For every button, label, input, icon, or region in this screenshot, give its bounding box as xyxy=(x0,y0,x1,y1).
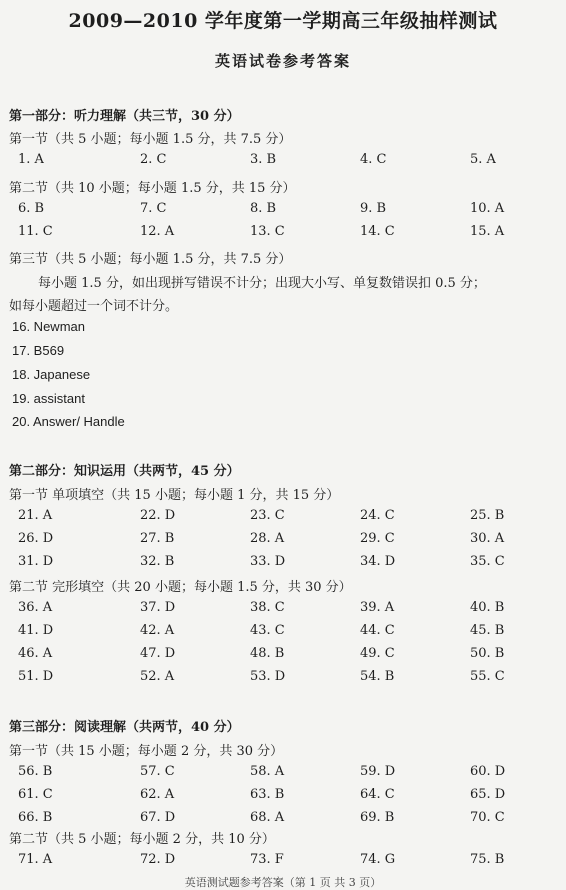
answer-row xyxy=(0,623,566,643)
answer-cell: 42. A xyxy=(140,623,175,638)
answer-cell: 33. D xyxy=(250,554,286,569)
document-title: 2009—2010 学年度第一学期高三年级抽样测试 xyxy=(68,10,498,32)
part1-sec2-heading: 第二节（共 10 小题；每小题 1.5 分，共 15 分） xyxy=(9,181,296,196)
part3-sec1-heading: 第一节（共 15 小题；每小题 2 分，共 30 分） xyxy=(9,744,284,759)
answer-row xyxy=(0,646,566,666)
answer-row xyxy=(0,508,566,528)
answer-cell: 74. G xyxy=(360,852,396,867)
answer-cell: 66. B xyxy=(18,810,53,825)
part1-sec3-heading: 第三节（共 5 小题；每小题 1.5 分，共 7.5 分） xyxy=(9,252,292,267)
answer-cell: 68. A xyxy=(250,810,285,825)
answer-cell: 67. D xyxy=(140,810,176,825)
answer-cell: 37. D xyxy=(140,600,176,615)
answer-row xyxy=(0,669,566,689)
answer-cell: 23. C xyxy=(250,508,285,523)
page-footer: 英语测试题参考答案（第 1 页 共 3 页） xyxy=(184,876,382,889)
answer-cell: 2. C xyxy=(140,152,167,167)
answer-cell: 53. D xyxy=(250,669,286,684)
answer-row xyxy=(0,764,566,784)
answer-cell: 63. B xyxy=(250,787,285,802)
answer-cell: 52. A xyxy=(140,669,175,684)
part2-heading: 第二部分：知识运用（共两节，45 分） xyxy=(9,464,240,479)
answer-cell: 51. D xyxy=(18,669,54,684)
answer-cell: 48. B xyxy=(250,646,285,661)
part3-sec2-heading: 第二节（共 5 小题；每小题 2 分，共 10 分） xyxy=(9,832,275,847)
answer-row xyxy=(0,224,566,244)
answer-cell: 47. D xyxy=(140,646,176,661)
part1-sec1-heading: 第一节（共 5 小题；每小题 1.5 分，共 7.5 分） xyxy=(9,132,292,147)
answer-cell: 64. C xyxy=(360,787,395,802)
answer-cell: 54. B xyxy=(360,669,395,684)
answer-cell: 25. B xyxy=(470,508,505,523)
answer-row xyxy=(0,531,566,551)
answer-cell: 40. B xyxy=(470,600,505,615)
answer-cell: 44. C xyxy=(360,623,395,638)
answer-cell: 39. A xyxy=(360,600,395,615)
answer-cell: 73. F xyxy=(250,852,284,867)
answer-cell: 13. C xyxy=(250,224,285,239)
answer-cell: 5. A xyxy=(470,152,496,167)
answer-16: 16. Newman xyxy=(12,319,85,334)
answer-cell: 57. C xyxy=(140,764,175,779)
answer-cell: 1. A xyxy=(18,152,44,167)
answer-cell: 75. B xyxy=(470,852,505,867)
answer-cell: 34. D xyxy=(360,554,396,569)
answer-cell: 4. C xyxy=(360,152,387,167)
answer-17: 17. B569 xyxy=(12,343,65,358)
answer-cell: 27. B xyxy=(140,531,175,546)
answer-cell: 50. B xyxy=(470,646,505,661)
answer-cell: 24. C xyxy=(360,508,395,523)
answer-cell: 28. A xyxy=(250,531,285,546)
answer-cell: 65. D xyxy=(470,787,506,802)
answer-cell: 30. A xyxy=(470,531,505,546)
answer-cell: 29. C xyxy=(360,531,395,546)
answer-row xyxy=(0,152,566,172)
answer-19: 19. assistant xyxy=(12,391,85,406)
answer-row xyxy=(0,201,566,221)
part1-sec3-note-line2: 如每小题超过一个词不计分。 xyxy=(9,299,179,314)
answer-18: 18. Japanese xyxy=(12,367,91,382)
answer-cell: 60. D xyxy=(470,764,506,779)
answer-cell: 62. A xyxy=(140,787,175,802)
answer-cell: 59. D xyxy=(360,764,396,779)
answer-cell: 49. C xyxy=(360,646,395,661)
answer-20: 20. Answer/ Handle xyxy=(12,414,125,429)
answer-cell: 41. D xyxy=(18,623,54,638)
answer-cell: 12. A xyxy=(140,224,175,239)
part1-heading: 第一部分：听力理解（共三节，30 分） xyxy=(9,109,240,124)
answer-cell: 45. B xyxy=(470,623,505,638)
answer-cell: 32. B xyxy=(140,554,175,569)
answer-cell: 61. C xyxy=(18,787,53,802)
answer-cell: 35. C xyxy=(470,554,505,569)
part1-sec3-note-line1: 每小题 1.5 分，如出现拼写错误不计分；出现大小写、单复数错误扣 0.5 分； xyxy=(38,276,486,291)
answer-cell: 8. B xyxy=(250,201,277,216)
answer-cell: 14. C xyxy=(360,224,395,239)
answer-cell: 10. A xyxy=(470,201,505,216)
answer-cell: 38. C xyxy=(250,600,285,615)
answer-cell: 46. A xyxy=(18,646,53,661)
answer-cell: 72. D xyxy=(140,852,176,867)
answer-cell: 43. C xyxy=(250,623,285,638)
answer-cell: 71. A xyxy=(18,852,53,867)
answer-cell: 26. D xyxy=(18,531,54,546)
answer-cell: 9. B xyxy=(360,201,387,216)
part2-sec1-heading: 第一节 单项填空（共 15 小题；每小题 1 分，共 15 分） xyxy=(9,488,340,503)
document-subtitle: 英语试卷参考答案 xyxy=(214,52,351,70)
answer-cell: 22. D xyxy=(140,508,176,523)
answer-row xyxy=(0,810,566,830)
part2-sec2-heading: 第二节 完形填空（共 20 小题；每小题 1.5 分，共 30 分） xyxy=(9,580,352,595)
answer-cell: 70. C xyxy=(470,810,505,825)
answer-cell: 31. D xyxy=(18,554,54,569)
answer-cell: 58. A xyxy=(250,764,285,779)
answer-cell: 56. B xyxy=(18,764,53,779)
answer-row xyxy=(0,600,566,620)
answer-cell: 7. C xyxy=(140,201,167,216)
answer-row xyxy=(0,554,566,574)
answer-cell: 3. B xyxy=(250,152,277,167)
answer-cell: 6. B xyxy=(18,201,45,216)
answer-cell: 11. C xyxy=(18,224,53,239)
answer-cell: 55. C xyxy=(470,669,505,684)
answer-cell: 15. A xyxy=(470,224,505,239)
answer-cell: 21. A xyxy=(18,508,53,523)
answer-cell: 36. A xyxy=(18,600,53,615)
answer-row xyxy=(0,787,566,807)
part3-heading: 第三部分：阅读理解（共两节，40 分） xyxy=(9,720,240,735)
answer-row xyxy=(0,852,566,872)
answer-cell: 69. B xyxy=(360,810,395,825)
